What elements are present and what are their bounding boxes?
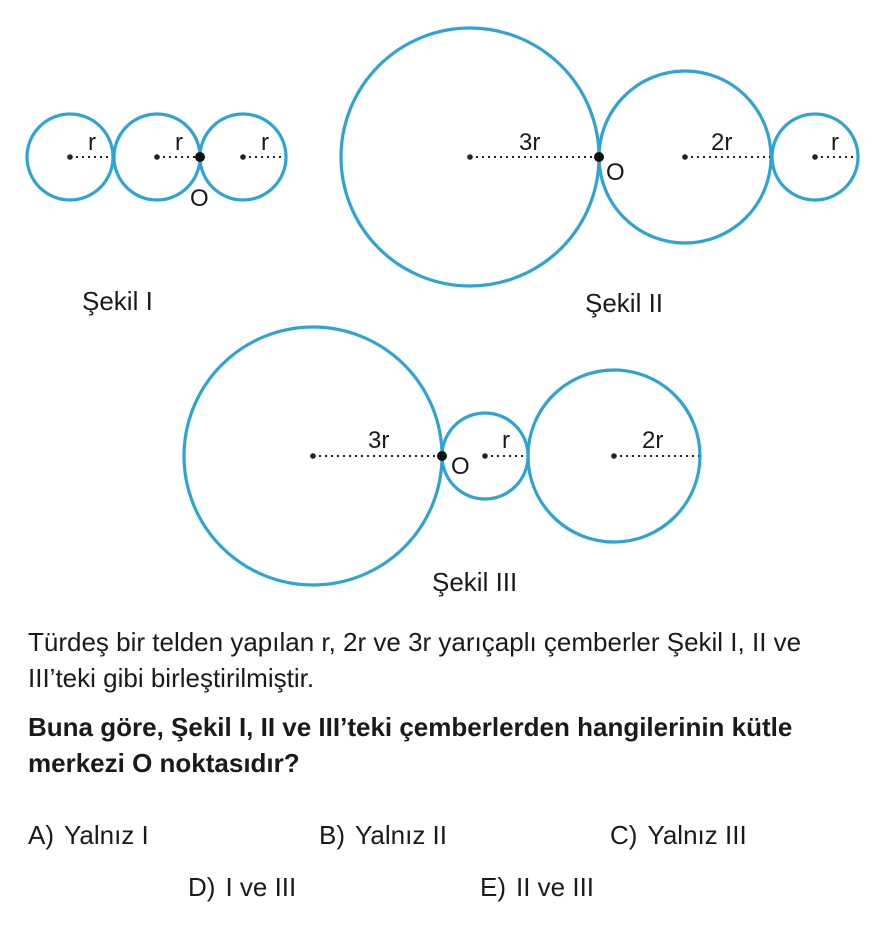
fig1-point-o — [195, 152, 205, 162]
option-e-text: II ve III — [516, 872, 595, 902]
option-e[interactable] — [480, 872, 594, 903]
option-d[interactable] — [188, 872, 296, 903]
option-b[interactable] — [319, 820, 447, 851]
fig2-point-o — [594, 152, 604, 162]
fig3-point-o — [437, 451, 447, 461]
figure-3 — [184, 327, 700, 597]
fig3-radius-label-small: r — [502, 427, 510, 454]
option-c-text: Yalnız III — [647, 820, 747, 850]
fig1-center-right — [240, 154, 246, 160]
fig1-caption: Şekil I — [82, 286, 153, 316]
fig2-center-small — [812, 154, 818, 160]
figure-2 — [341, 28, 858, 318]
option-c[interactable] — [610, 820, 747, 851]
option-d-text: I ve III — [225, 872, 297, 902]
question-prompt: Buna göre, Şekil I, II ve III’teki çemberlerden hangilerinin kütle merkezi O noktasıdır? — [28, 711, 793, 778]
fig3-center-medium — [611, 453, 617, 459]
fig3-center-large — [310, 453, 316, 459]
fig1-radius-label-right: r — [261, 129, 269, 156]
option-a-letter: A) — [28, 820, 54, 850]
fig2-radius-label-large: 3r — [519, 129, 541, 156]
option-e-letter: E) — [480, 872, 506, 902]
question-text: Türdeş bir telden yapılan r, 2r ve 3r yarıçaplı çemberler Şekil I, II ve III’teki gibi birleştirilmiştir. — [28, 627, 802, 693]
fig3-radius-label-large: 3r — [368, 427, 390, 454]
question-block — [28, 625, 860, 782]
fig1-center-left — [67, 154, 73, 160]
fig1-radius-label-middle: r — [175, 129, 183, 156]
fig3-center-small — [482, 453, 488, 459]
fig2-caption: Şekil II — [585, 288, 664, 318]
fig3-radius-label-medium: 2r — [642, 427, 664, 454]
option-d-letter: D) — [188, 872, 216, 902]
fig3-caption: Şekil III — [432, 567, 518, 597]
fig2-center-medium — [682, 154, 688, 160]
fig1-point-o-label: O — [190, 185, 209, 212]
option-a[interactable] — [28, 820, 149, 851]
option-b-letter: B) — [319, 820, 345, 850]
option-b-text: Yalnız II — [355, 820, 448, 850]
option-c-letter: C) — [610, 820, 638, 850]
fig2-point-o-label: O — [606, 159, 625, 186]
fig1-radius-label-left: r — [88, 129, 96, 156]
fig2-center-large — [467, 154, 473, 160]
fig3-point-o-label: O — [451, 453, 470, 480]
figure-1 — [27, 114, 286, 316]
fig1-center-middle — [154, 154, 160, 160]
fig2-radius-label-medium: 2r — [711, 129, 733, 156]
fig2-radius-label-small: r — [831, 129, 839, 156]
option-a-text: Yalnız I — [64, 820, 149, 850]
